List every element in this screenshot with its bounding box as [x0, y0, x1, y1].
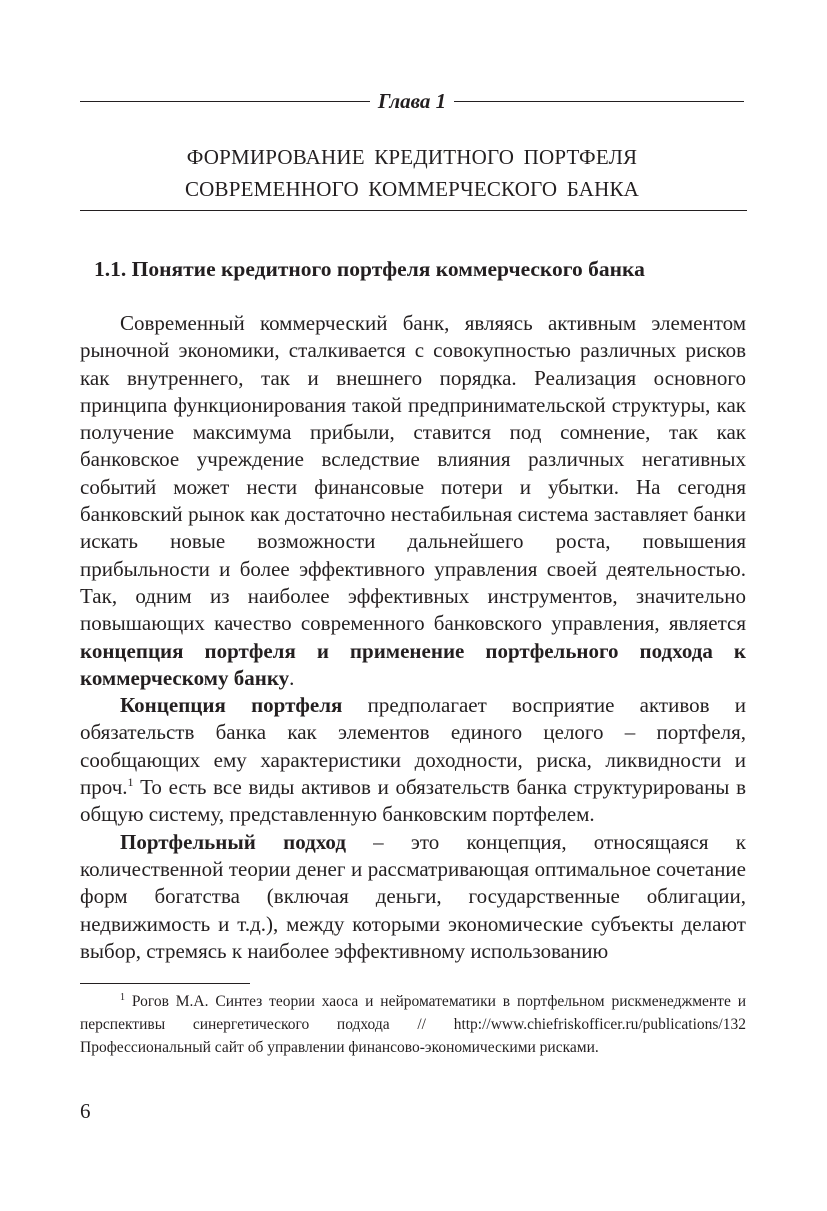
paragraph-1	[80, 310, 746, 692]
section-heading: 1.1. Понятие кредитного портфеля коммерческого банка	[94, 257, 645, 281]
chapter-title-line-2: СОВРЕМЕННОГО КОММЕРЧЕСКОГО БАНКА	[184, 177, 640, 201]
paragraph-3	[80, 829, 746, 965]
chapter-header-left-rule	[80, 101, 370, 102]
chapter-title-divider	[80, 210, 747, 211]
paragraph-2-text-continued: То есть все виды активов и обязательств банка структурированы в общую систему, представленную банковским портфелем.	[80, 775, 746, 827]
chapter-header	[80, 88, 744, 114]
paragraph-2-text: предполагает восприятие активов и обязательств банка как элементов единого целого – портфеля, сообщающих ему характеристики доходности, риска, ликвидности и проч.	[80, 693, 746, 800]
footnote-text: Рогов М.А. Синтез теории хаоса и нейроматематики в портфельном рискменеджменте и перспективы синергетического подхода // http://www.chiefriskofficer.ru/publications/132 Профессиональный сайт об управлении финансово-экономическими рисками.	[80, 993, 746, 1056]
body-text	[80, 310, 746, 965]
paragraph-1-text: Современный коммерческий банк, являясь активным элементом рыночной экономики, сталкивается с совокупностью различных рисков как внутреннего, так и внешнего порядка. Реализация основного принципа функционирования такой предпринимательской структуры, как получение максимума прибыли, ставится под сомнение, так как банковское учреждение вследствие влияния различных негативных событий может нести финансовые потери и убытки. На сегодня банковский рынок как достаточно нестабильная система заставляет банки искать новые возможности дальнейшего роста, повышения прибыльности и более эффективного управления своей деятельностью. Так, одним из наиболее эффективных инструментов, значительно повышающих качество современного банковского управления, является	[80, 311, 746, 636]
paragraph-1-end: .	[289, 665, 295, 690]
footnote-marker: 1	[120, 991, 125, 1003]
chapter-label: Глава 1	[377, 89, 447, 113]
footnote-reference: 1	[127, 775, 134, 790]
footnote-divider	[80, 983, 250, 984]
footnote	[80, 990, 746, 1059]
paragraph-3-text: – это концепция, относящаяся к количественной теории денег и рассматривающая оптимальное сочетание форм богатства (включая деньги, государственные облигации, недвижимость и т.д.), между которыми экономические субъекты делают выбор, стремясь к наиболее эффективному использованию	[80, 829, 746, 963]
paragraph-1-bold-term: концепция портфеля и применение портфельного подхода к коммерческому банку	[80, 638, 746, 690]
paragraph-2	[80, 692, 746, 828]
page-number: 6	[80, 1099, 91, 1123]
chapter-header-right-rule	[454, 101, 744, 102]
chapter-title-line-1: ФОРМИРОВАНИЕ КРЕДИТНОГО ПОРТФЕЛЯ	[186, 145, 638, 169]
paragraph-3-bold-term: Портфельный подход	[120, 829, 346, 854]
chapter-title	[80, 141, 744, 205]
paragraph-2-bold-term: Концепция портфеля	[120, 693, 343, 718]
